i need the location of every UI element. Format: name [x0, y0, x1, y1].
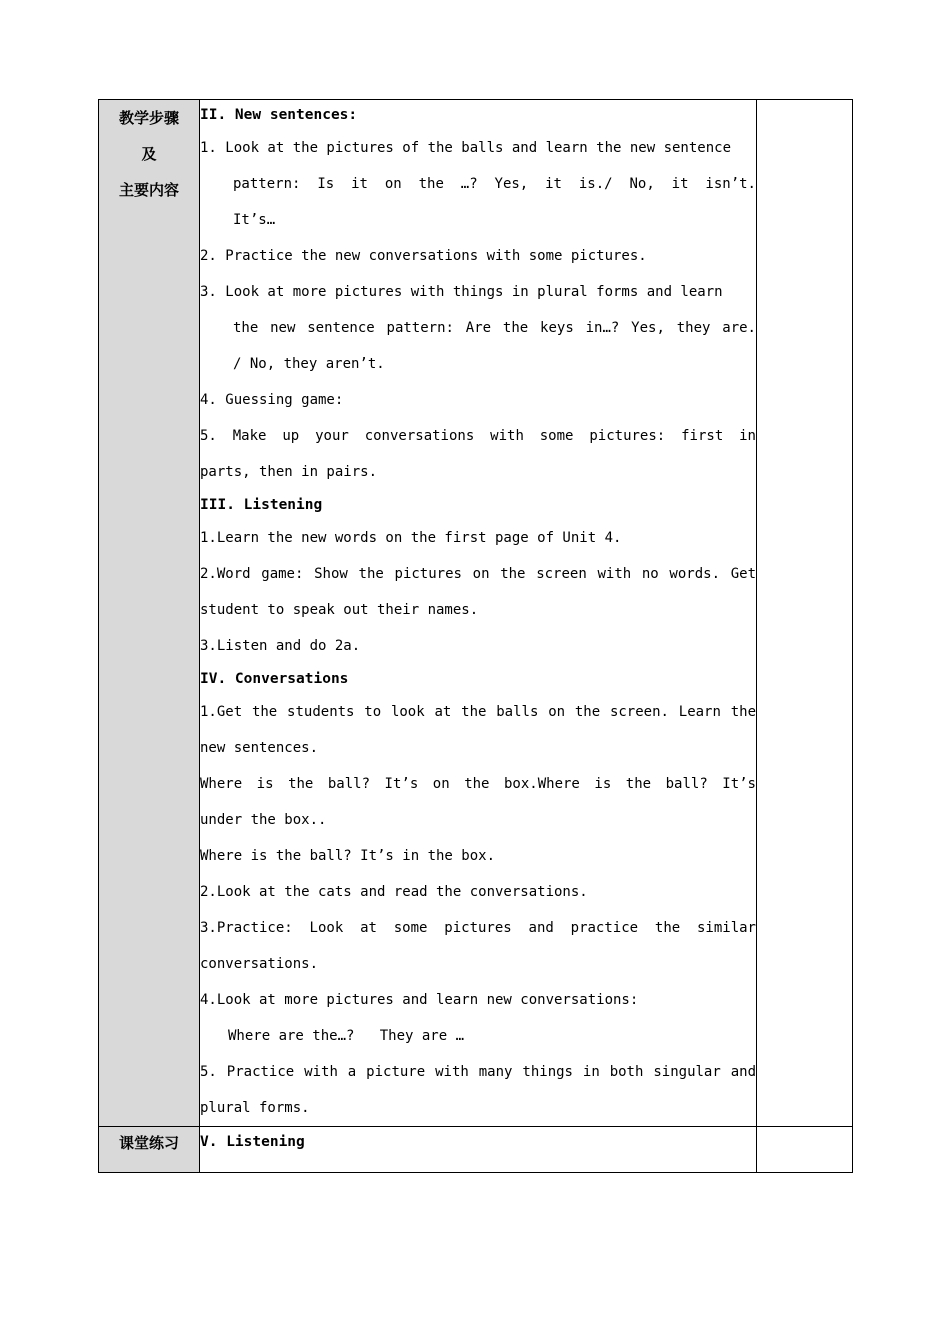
item-line: 5. Make up your conversations with some pictures: first in	[200, 428, 756, 444]
item-line: Where is the ball? It’s on the box.Where is the ball? It’s	[200, 776, 756, 792]
item-line: plural forms.	[200, 1100, 310, 1116]
item-line: 1.Get the students to look at the balls on the screen. Learn the	[200, 704, 756, 720]
item-line: 3.Listen and do 2a.	[200, 638, 361, 654]
item-line: 2.Word game: Show the pictures on the screen with no words. Get	[200, 566, 756, 582]
section-heading: V. Listening	[200, 1134, 305, 1150]
classroom-practice-content	[200, 1127, 757, 1173]
item-line: 4.Look at more pictures and learn new conversations:	[200, 992, 639, 1008]
item-line: new sentences.	[200, 740, 319, 756]
item-indented-line: pattern: Is it on the …? Yes, it is./ No, it isn’t.	[233, 176, 756, 192]
item-line: student to speak out their names.	[200, 602, 479, 618]
teaching-steps-content	[200, 100, 757, 1127]
item-line: 3.Practice: Look at some pictures and practice the similar	[200, 920, 756, 936]
teaching-steps-label	[99, 100, 200, 1127]
item-line: 5. Practice with a picture with many things in both singular and	[200, 1064, 756, 1080]
practice-notes-cell	[757, 1127, 853, 1173]
item-line: 2.Look at the cats and read the conversations.	[200, 884, 588, 900]
item-line: under the box..	[200, 812, 327, 828]
practice-label-text: 课堂练习	[118, 1134, 179, 1152]
sections-container	[200, 100, 756, 1126]
notes-cell	[757, 100, 853, 1127]
item-line: Where is the ball? It’s in the box.	[200, 848, 496, 864]
item-line: parts, then in pairs.	[200, 464, 378, 480]
teaching-steps-row	[99, 100, 853, 1127]
section-heading: III. Listening	[200, 497, 323, 513]
label-line-2: 及	[141, 145, 157, 163]
section-heading: II. New sentences:	[200, 107, 358, 123]
item-line: 1. Look at the pictures of the balls and learn the new sentence	[200, 140, 732, 156]
section-heading: IV. Conversations	[200, 671, 349, 687]
classroom-practice-label	[99, 1127, 200, 1173]
item-indented-line: It’s…	[233, 212, 276, 228]
item-line: 2. Practice the new conversations with some pictures.	[200, 248, 647, 264]
lesson-plan-table	[98, 99, 853, 1173]
item-indented-line: Where are the…? They are …	[228, 1028, 465, 1044]
item-indented-line: the new sentence pattern: Are the keys in…? Yes, they are.	[233, 320, 756, 336]
item-line: 4. Guessing game:	[200, 392, 344, 408]
item-indented-line: / No, they aren’t.	[233, 356, 385, 372]
label-line-1: 教学步骤	[118, 109, 179, 127]
classroom-practice-row	[99, 1127, 853, 1173]
item-line: conversations.	[200, 956, 319, 972]
item-line: 1.Learn the new words on the first page of Unit 4.	[200, 530, 622, 546]
item-line: 3. Look at more pictures with things in plural forms and learn	[200, 284, 723, 300]
label-line-3: 主要内容	[118, 181, 179, 199]
